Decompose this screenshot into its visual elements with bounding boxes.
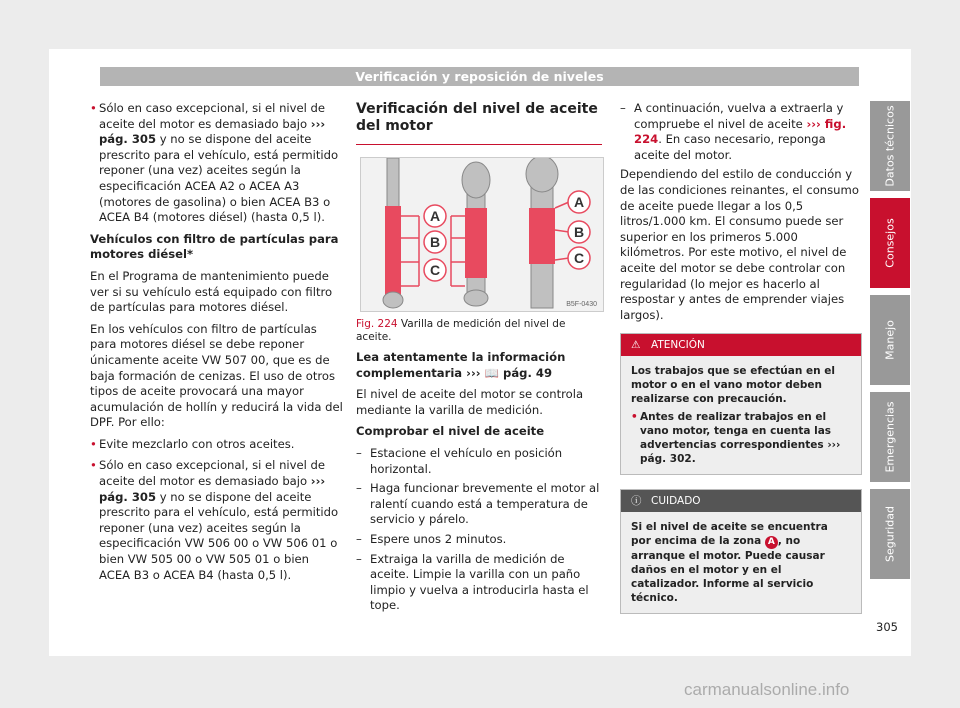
- paragraph: Dependiendo del estilo de conducción y de las condiciones reinantes, el consumo de aceite puede llegar a los 0,5 litros/1.000 km. El consumo puede ser superior en los primeros 5.000 kilómetros. Por este motivo, el nivel de aceite del motor se debe controlar con regularidad (lo mejor es hacerlo al respostar y antes de emprender viajes largos).: [620, 167, 859, 322]
- info-circle-icon: ⓘ: [631, 495, 642, 508]
- figure-label: B: [429, 234, 441, 250]
- subheading: Vehículos con filtro de partículas para motores diésel*: [90, 231, 339, 262]
- page-link[interactable]: ››› pág. 302: [640, 439, 841, 466]
- subheading: Comprobar el nivel de aceite: [356, 424, 545, 439]
- step-item: – Extraiga la varilla de medición de aceite. Limpie la varilla con un paño limpio y vuelva a introducirla hasta el tope.: [356, 552, 602, 614]
- section-title: Verificación del nivel de aceite del motor: [356, 101, 602, 145]
- info-note: Lea atentamente la información complementaria ››› 📖 pág. 49: [356, 350, 566, 380]
- step-item: – Espere unos 2 minutos.: [356, 532, 602, 548]
- figure-code: B5F-0430: [566, 301, 597, 308]
- caution-box: [620, 489, 862, 614]
- warning-bullet: • Antes de realizar trabajos en el vano motor, tenga en cuenta las advertencias correspondientes ››› pág. 302.: [631, 410, 851, 466]
- step-item: – Estacione el vehículo en posición horizontal.: [356, 446, 602, 477]
- watermark: carmanualsonline.info: [684, 680, 850, 699]
- caution-body: Si el nivel de aceite se encuentra por encima de la zona A , no arranque el motor. Puede causar daños en el motor y en el catalizador. Informe al servicio técnico.: [621, 512, 861, 613]
- figure-label: A: [429, 208, 441, 224]
- dipstick-figure: [360, 157, 604, 312]
- warning-body: [621, 356, 861, 474]
- column-2: [356, 101, 602, 618]
- paragraph: En los vehículos con filtro de partículas para motores diésel se debe reponer únicamente aceite VW 507 00, que es de baja formación de cenizas. El uso de otros tipos de aceite provocará una mayor acumulación de hollín y reducirá la vida del DPF. Por ello:: [90, 321, 343, 430]
- paragraph: El nivel de aceite del motor se controla mediante la varilla de medición.: [356, 387, 584, 417]
- figure-label: C: [429, 262, 441, 278]
- paragraph: En el Programa de mantenimiento puede ver si su vehículo está equipado con filtro de partículas para motores diésel.: [90, 268, 333, 315]
- warning-text: Los trabajos que se efectúan en el motor o en el vano motor deben realizarse con precaución.: [631, 365, 835, 406]
- figure-label: B: [573, 224, 585, 240]
- zone-letter-badge: A: [765, 536, 778, 549]
- tab-manejo[interactable]: Manejo: [870, 295, 910, 385]
- tab-datos-tecnicos[interactable]: Datos técnicos: [870, 101, 910, 191]
- column-1: [90, 101, 343, 589]
- warning-triangle-icon: ⚠: [631, 339, 641, 352]
- page-header: Verificación y reposición de niveles: [100, 67, 859, 86]
- tab-seguridad[interactable]: Seguridad: [870, 489, 910, 579]
- caution-header: ⓘ CUIDADO: [621, 490, 861, 512]
- figure-label: C: [573, 250, 585, 266]
- step-item: – A continuación, vuelva a extraerla y compruebe el nivel de aceite ››› fig. 224. En caso necesario, reponga aceite del motor.: [620, 101, 862, 163]
- column-3: [620, 101, 862, 614]
- list-item: • Sólo en caso excepcional, si el nivel de aceite del motor es demasiado bajo ››› pág. 305 y no se dispone del aceite prescrito para el vehículo, está permitido reponer (una vez) aceites según la especificación VW 506 00 o VW 506 01 o bien VW 505 00 o VW 505 01 o bien ACEA B3 o ACEA B4 (hasta 0,5 l).: [90, 458, 343, 583]
- page-link[interactable]: ››› pág. 305: [99, 474, 326, 504]
- figure-label: A: [573, 194, 585, 210]
- figure-link[interactable]: ››› fig. 224: [634, 116, 847, 147]
- list-item: • Evite mezclarlo con otros aceites.: [90, 437, 343, 453]
- tab-emergencias[interactable]: Emergencias: [870, 392, 910, 482]
- dipstick-illustration: [361, 158, 603, 311]
- warning-header: ⚠ ATENCIÓN: [621, 334, 861, 356]
- page-number: 305: [876, 620, 898, 634]
- book-icon: 📖: [484, 365, 499, 380]
- tab-consejos[interactable]: Consejos: [870, 198, 910, 288]
- figure-caption: Fig. 224 Varilla de medición del nivel de aceite.: [356, 318, 566, 343]
- page-link[interactable]: pág. 49: [498, 365, 553, 380]
- step-item: – Haga funcionar brevemente el motor al ralentí cuando está a temperatura de servicio y párelo.: [356, 481, 602, 528]
- list-item: • Sólo en caso excepcional, si el nivel de aceite del motor es demasiado bajo ››› pág. 305 y no se dispone del aceite prescrito para el vehículo, está permitido reponer (una vez) aceites según la especificación ACEA A2 o ACEA A3 (motores de gasolina) o bien ACEA B3 o ACEA B4 (motores diésel) (hasta 0,5 l).: [90, 101, 343, 226]
- page-link[interactable]: ››› pág. 305: [99, 116, 326, 147]
- warning-box: [620, 333, 862, 475]
